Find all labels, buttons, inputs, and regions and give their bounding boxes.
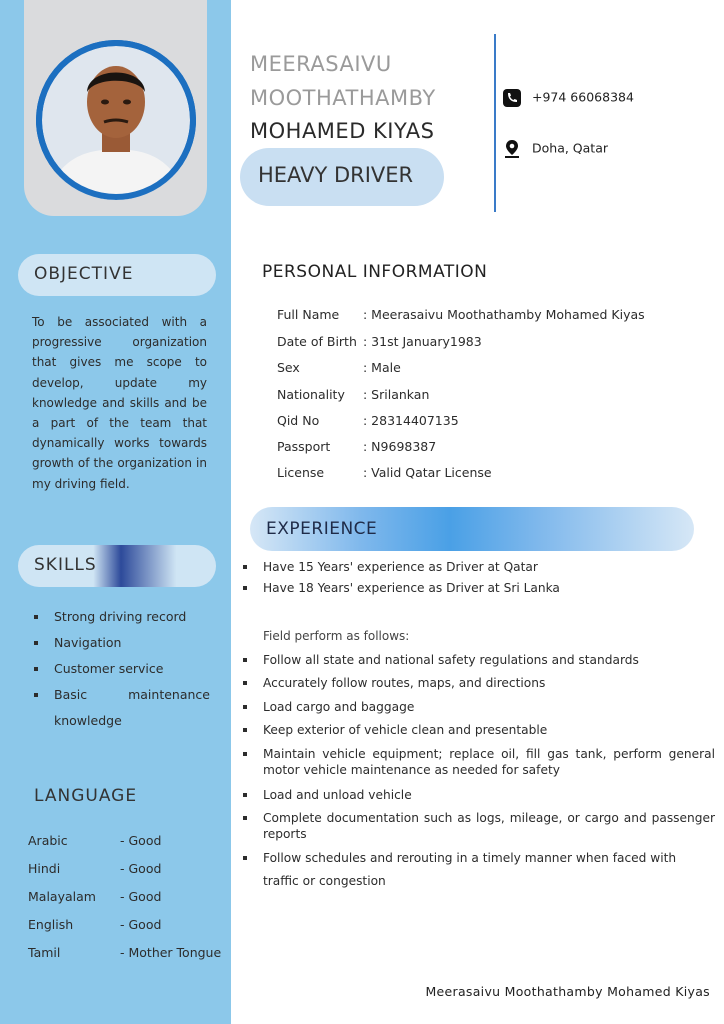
language-heading: LANGUAGE [34,786,138,806]
personal-info-row: Nationality : Srilankan [277,387,430,402]
personal-info-row: Full Name : Meerasaivu Moothathamby Mohamed Kiyas [277,307,645,322]
phone-icon [502,88,522,108]
bullet-icon [243,752,247,756]
name-line-3: MOHAMED KIYAS [250,119,435,143]
personal-info-row: Qid No : 28314407135 [277,413,459,428]
personal-info-row: Passport : N9698387 [277,439,437,454]
skill-item: Navigation [32,630,210,656]
skills-list [32,604,210,734]
name-line-2: MOOTHATHAMBY [250,86,436,110]
personal-info-row: License : Valid Qatar License [277,465,492,480]
personal-info-heading: PERSONAL INFORMATION [262,262,488,282]
skill-item: Customer service [32,656,210,682]
bullet-icon [34,693,38,697]
footer-signature: Meerasaivu Moothathamby Mohamed Kiyas [425,984,710,999]
job-title-pill [240,148,444,206]
location-pin-icon [502,139,522,159]
location-contact: Doha, Qatar [502,139,608,159]
language-row: Hindi - Good [28,861,162,876]
bullet-icon [243,728,247,732]
bullet-icon [243,658,247,662]
bullet-icon [34,667,38,671]
language-row: Malayalam - Good [28,889,162,904]
field-intro: Field perform as follows: [263,629,410,643]
objective-heading-pill [18,254,216,296]
personal-info-row: Date of Birth : 31st January1983 [277,334,482,349]
skill-item: Strong driving record [32,604,210,630]
bullet-icon [243,681,247,685]
skills-heading: SKILLS [34,555,97,575]
objective-text: To be associated with a progressive organization that gives me scope to develop, update my knowledge and skills and be a part of the team that dynamically works towards growth of the organization in my driving field. [32,315,207,491]
bullet-icon [243,816,247,820]
language-row: English - Good [28,917,162,932]
profile-photo [36,40,196,200]
bullet-icon [243,793,247,797]
language-row: Tamil - Mother Tongue [28,945,222,960]
phone-contact: +974 66068384 [502,88,634,108]
objective-heading: OBJECTIVE [34,264,134,284]
language-row: Arabic - Good [28,833,162,848]
header-divider [494,34,496,212]
personal-info-row: Sex : Male [277,360,401,375]
bullet-icon [243,705,247,709]
experience-heading-pill [250,507,694,551]
job-title: HEAVY DRIVER [258,163,414,187]
name-line-1: MEERASAIVU [250,52,392,76]
skills-heading-pill [18,545,216,587]
bullet-icon [34,641,38,645]
skill-item: Basic maintenance knowledge [32,682,210,734]
bullet-icon [34,615,38,619]
bullet-icon [243,586,247,590]
bullet-icon [243,856,247,860]
bullet-icon [243,565,247,569]
experience-heading: EXPERIENCE [266,519,378,539]
